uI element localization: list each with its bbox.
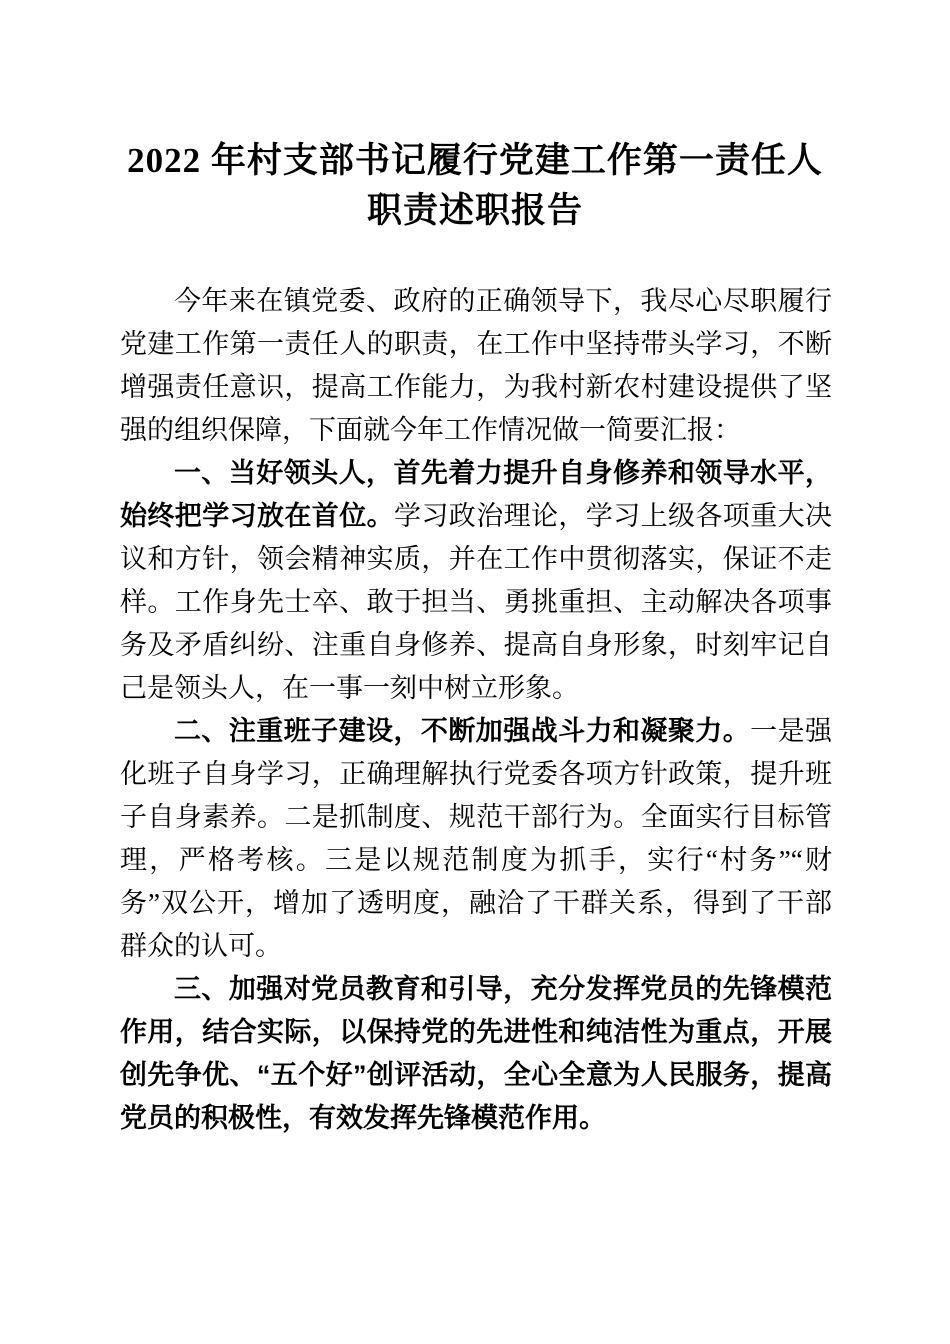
paragraph: [120, 452, 832, 710]
paragraph: [120, 710, 832, 968]
text-run: 一是强化班子自身学习，正确理解执行党委各项方针政策，提升班子自身素养。二是抓制度、规范干部行为。全面实行目标管理，严格考核。三是以规范制度为抓手，实行“村务”“财务”双公开，增加了透明度，融洽了干群关系，得到了干部群众的认可。: [120, 716, 833, 961]
text-run-bold: 一、当好领头人，首先着力提升自身修养和领导水平，始终把学习放在首位。: [120, 458, 832, 531]
text-run: 学习政治理论，学习上级各项重大决议和方针，领会精神实质，并在工作中贯彻落实，保证不走样。工作身先士卒、敢于担当、勇挑重担、主动解决各项事务及矛盾纠纷、注重自身修养、提高自身形象，时刻牢记自己是领头人，在一事一刻中树立形象。: [120, 501, 832, 703]
paragraph: [120, 968, 832, 1140]
text-run-bold: 二、注重班子建设，不断加强战斗力和凝聚力。: [174, 716, 751, 746]
document-body: [120, 280, 832, 1140]
text-run-bold: 三、加强对党员教育和引导，充分发挥党员的先锋模范作用，结合实际，以保持党的先进性和纯洁性为重点，开展创先争优、“五个好”创评活动，全心全意为人民服务，提高党员的积极性，有效发挥先锋模范作用。: [120, 974, 832, 1133]
paragraph: [120, 280, 832, 452]
text-run: 今年来在镇党委、政府的正确领导下，我尽心尽职履行党建工作第一责任人的职责，在工作中坚持带头学习，不断增强责任意识，提高工作能力，为我村新农村建设提供了坚强的组织保障，下面就今年工作情况做一简要汇报：: [120, 286, 832, 445]
document-title: 2022 年村支部书记履行党建工作第一责任人职责述职报告: [127, 141, 823, 230]
